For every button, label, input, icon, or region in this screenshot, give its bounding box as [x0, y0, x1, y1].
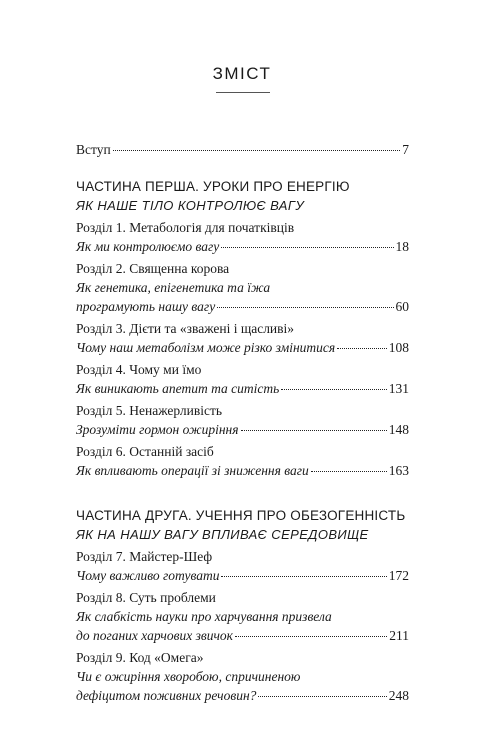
page-number: 172 [388, 568, 409, 583]
page-number: 248 [388, 688, 409, 703]
toc-entry-chapter[interactable] [76, 547, 409, 585]
dot-leader [311, 471, 387, 472]
chapter-subtitle: програмують нашу вагу [76, 299, 216, 314]
chapter-subtitle-line [76, 686, 409, 705]
chapter-title: Розділ 3. Дієти та «зважені і щасливі» [76, 321, 295, 336]
dot-leader [113, 150, 401, 151]
chapter-title: Розділ 6. Останній засіб [76, 444, 214, 459]
chapter-title: Розділ 5. Ненажерливість [76, 403, 223, 418]
toc-title: ЗМІСТ [212, 64, 272, 83]
dot-leader [241, 430, 387, 431]
part-subheading: ЯК НА НАШУ ВАГУ ВПЛИВАЄ СЕРЕДОВИЩЕ [76, 527, 369, 542]
chapter-subtitle: Чому важливо готувати [76, 568, 220, 583]
chapter-title: Розділ 4. Чому ми їмо [76, 362, 202, 377]
dot-leader [235, 636, 387, 637]
toc-entry-chapter[interactable] [76, 319, 409, 357]
toc-part [76, 177, 409, 480]
toc-list [76, 140, 409, 705]
chapter-subtitle-line [76, 461, 409, 480]
chapter-subtitle: дефіцитом поживних речовин? [76, 688, 257, 703]
chapter-subtitle-line [76, 278, 409, 297]
title-rule [216, 92, 270, 93]
toc-part [76, 506, 409, 705]
toc-entry-chapter[interactable] [76, 259, 409, 316]
toc-entry-chapter[interactable] [76, 648, 409, 705]
dot-leader [217, 307, 393, 308]
chapter-subtitle-line [76, 338, 409, 357]
chapter-subtitle-line [76, 667, 409, 686]
chapter-subtitle: Як впливають операції зі зниження ваги [76, 463, 309, 478]
page-number: 18 [395, 239, 409, 254]
chapter-subtitle: Чи є ожиріння хворобою, спричиненою [76, 669, 301, 684]
chapter-subtitle-line [76, 607, 409, 626]
chapter-title: Розділ 1. Метабологія для початківців [76, 220, 295, 235]
chapter-subtitle-line [76, 379, 409, 398]
toc-entry-chapter[interactable] [76, 442, 409, 480]
page-number: 163 [388, 463, 409, 478]
page-number: 211 [389, 628, 409, 643]
page-number: 60 [395, 299, 409, 314]
toc-entry-intro[interactable] [76, 140, 409, 159]
dot-leader [221, 576, 386, 577]
chapter-subtitle: Як генетика, епігенетика та їжа [76, 280, 271, 295]
page-number: 148 [388, 422, 409, 437]
toc-entry-chapter[interactable] [76, 401, 409, 439]
parts-container [76, 177, 409, 705]
chapter-title: Розділ 2. Священна корова [76, 261, 230, 276]
page-number: 131 [388, 381, 409, 396]
chapter-subtitle: Зрозуміти гормон ожиріння [76, 422, 239, 437]
dot-leader [258, 696, 386, 697]
chapter-subtitle: Як ми контролюємо вагу [76, 239, 220, 254]
chapter-title: Розділ 7. Майстер-Шеф [76, 549, 213, 564]
chapter-subtitle-line [76, 420, 409, 439]
toc-entry-chapter[interactable] [76, 360, 409, 398]
chapter-subtitle: Чому наш метаболізм може різко змінитися [76, 340, 336, 355]
chapter-subtitle-line [76, 297, 409, 316]
toc-entry-chapter[interactable] [76, 588, 409, 645]
chapter-subtitle-line [76, 237, 409, 256]
dot-leader [337, 348, 387, 349]
dot-leader [221, 247, 393, 248]
chapter-subtitle: до поганих харчових звичок [76, 628, 233, 643]
page-number: 7 [402, 142, 409, 157]
chapter-title: Розділ 9. Код «Омега» [76, 650, 204, 665]
chapter-subtitle: Як слабкість науки про харчування призвела [76, 609, 332, 624]
page-number: 108 [388, 340, 409, 355]
toc-entry-label: Вступ [76, 142, 111, 157]
chapter-subtitle-line [76, 566, 409, 585]
toc-entry-chapter[interactable] [76, 218, 409, 256]
part-heading: ЧАСТИНА ДРУГА. УЧЕННЯ ПРО ОБЕЗОГЕННІСТЬ [76, 508, 406, 523]
part-heading: ЧАСТИНА ПЕРША. УРОКИ ПРО ЕНЕРГІЮ [76, 179, 350, 194]
chapter-subtitle: Як виникають апетит та ситість [76, 381, 280, 396]
chapter-title: Розділ 8. Суть проблеми [76, 590, 216, 605]
dot-leader [281, 389, 387, 390]
chapter-subtitle-line [76, 626, 409, 645]
part-subheading: ЯК НАШЕ ТІЛО КОНТРОЛЮЄ ВАГУ [76, 198, 305, 213]
